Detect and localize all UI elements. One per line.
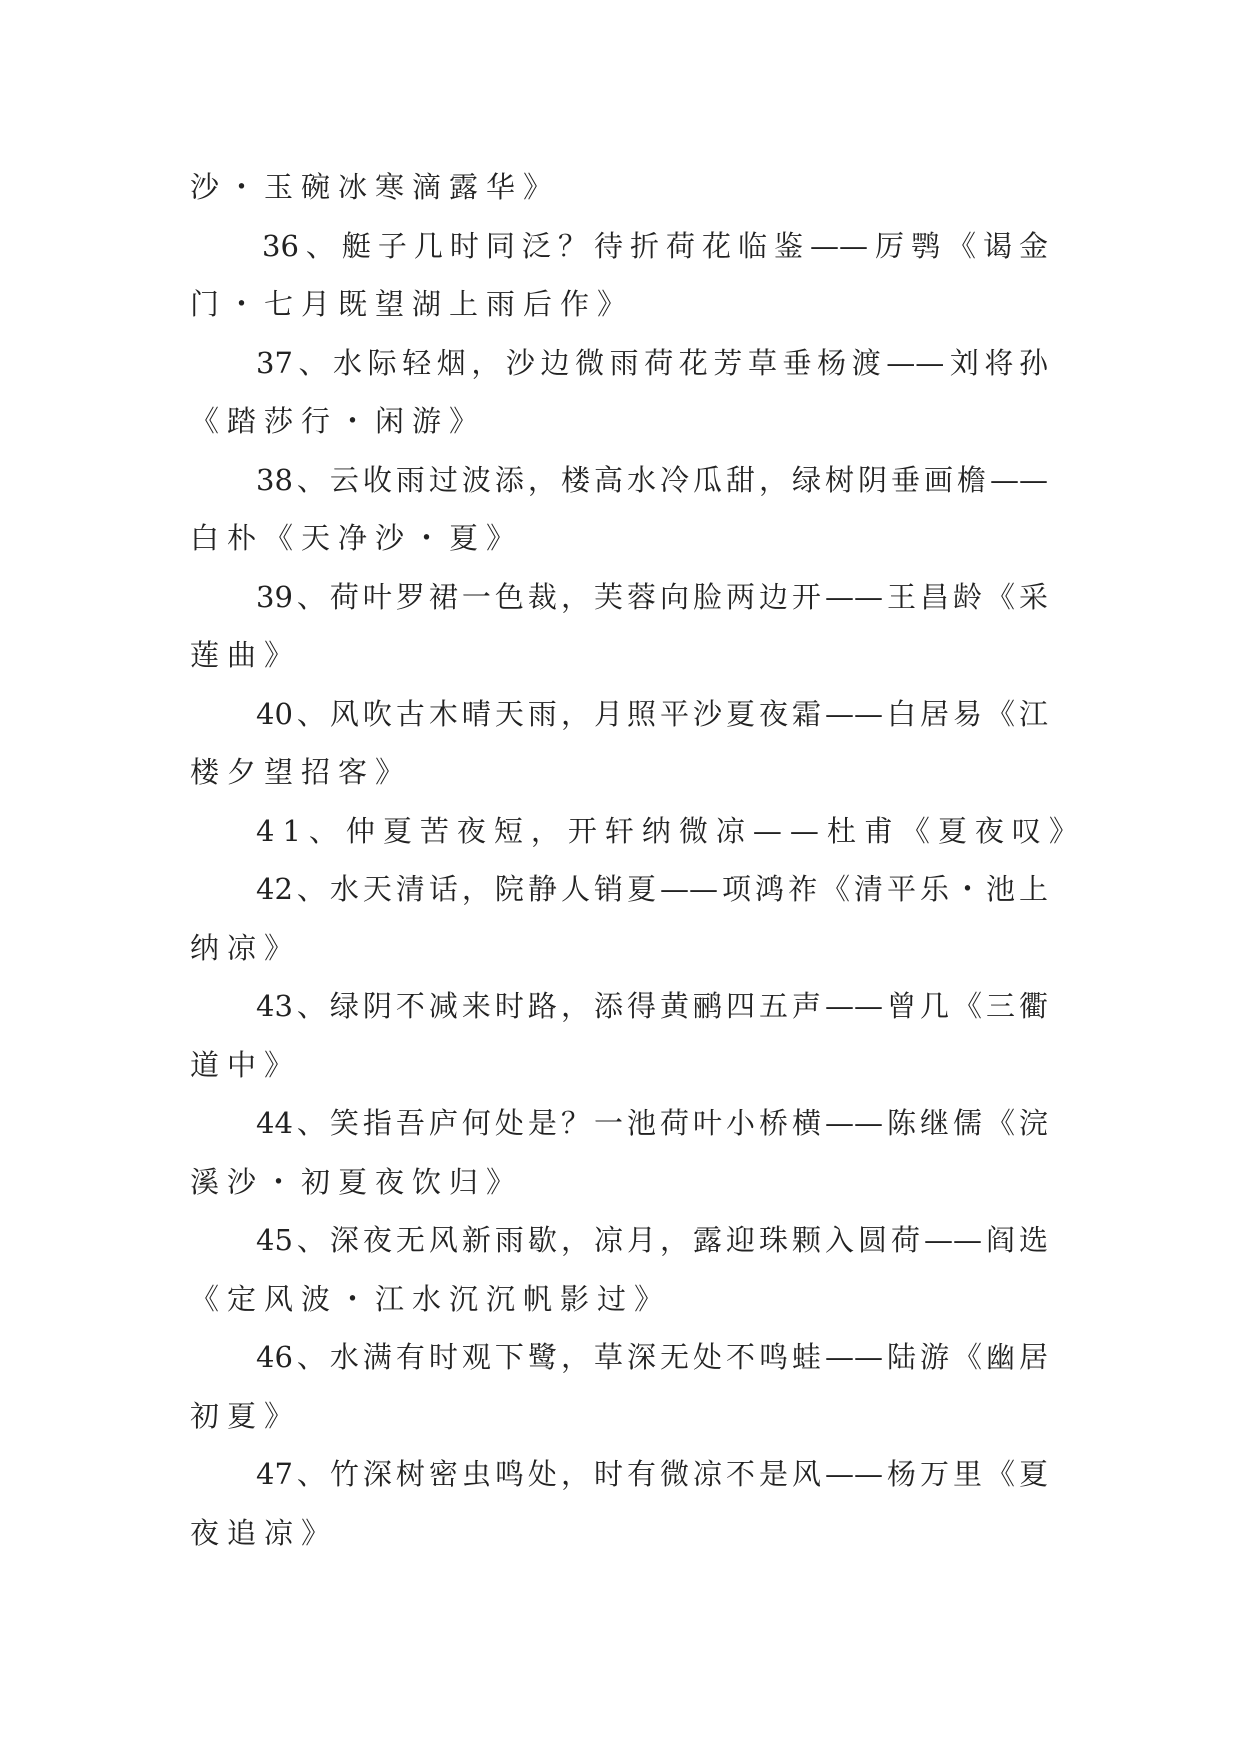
text-line: 47、竹深树密虫鸣处，时有微凉不是风——杨万里《夏 [256, 1457, 1048, 1491]
text-line: 白朴《天净沙・夏》 [190, 521, 524, 555]
text-line: 45、深夜无风新雨歇，凉月，露迎珠颗入圆荷——阎选 [256, 1223, 1048, 1257]
text-line: 道中》 [190, 1047, 302, 1082]
text-line: 初夏》 [190, 1398, 302, 1433]
text-line: 42、水天清话，院静人销夏——项鸿祚《清平乐・池上 [256, 872, 1048, 906]
text-line: 《踏莎行・闲游》 [190, 404, 487, 438]
text-line: 沙・玉碗冰寒滴露华》 [190, 170, 561, 204]
text-line: 莲曲》 [190, 638, 302, 672]
text-line: 《定风波・江水沉沉帆影过》 [190, 1281, 672, 1316]
text-line: 38、云收雨过波添，楼高水冷瓜甜，绿树阴垂画檐—— [256, 462, 1048, 497]
text-line: 纳凉》 [190, 930, 302, 965]
text-line: 41、仲夏苦夜短，开轩纳微凉——杜甫《夏夜叹》 [256, 813, 1086, 848]
text-line: 43、绿阴不减来时路，添得黄鹂四五声——曾几《三衢 [256, 989, 1048, 1023]
text-line: 37、水际轻烟，沙边微雨荷花芳草垂杨渡——刘将孙 [256, 345, 1048, 380]
text-line: 44、笑指吾庐何处是？一池荷叶小桥横——陈继儒《浣 [256, 1106, 1048, 1140]
text-line: 40、风吹古木晴天雨，月照平沙夏夜霜——白居易《江 [256, 696, 1048, 731]
text-line: 溪沙・初夏夜饮归》 [190, 1164, 524, 1199]
text-line: 夜追凉》 [190, 1515, 339, 1550]
text-line: 46、水满有时观下鹭，草深无处不鸣蛙——陆游《幽居 [256, 1340, 1048, 1374]
text-line: 楼夕望招客》 [190, 755, 413, 789]
text-line: 36、艇子几时同泛？待折荷花临鉴——厉鹗《谒金 [262, 228, 1048, 263]
text-line: 门・七月既望湖上雨后作》 [190, 287, 635, 321]
text-line: 39、荷叶罗裙一色裁，芙蓉向脸两边开——王昌龄《采 [256, 579, 1048, 614]
poem-list [190, 158, 1086, 1562]
